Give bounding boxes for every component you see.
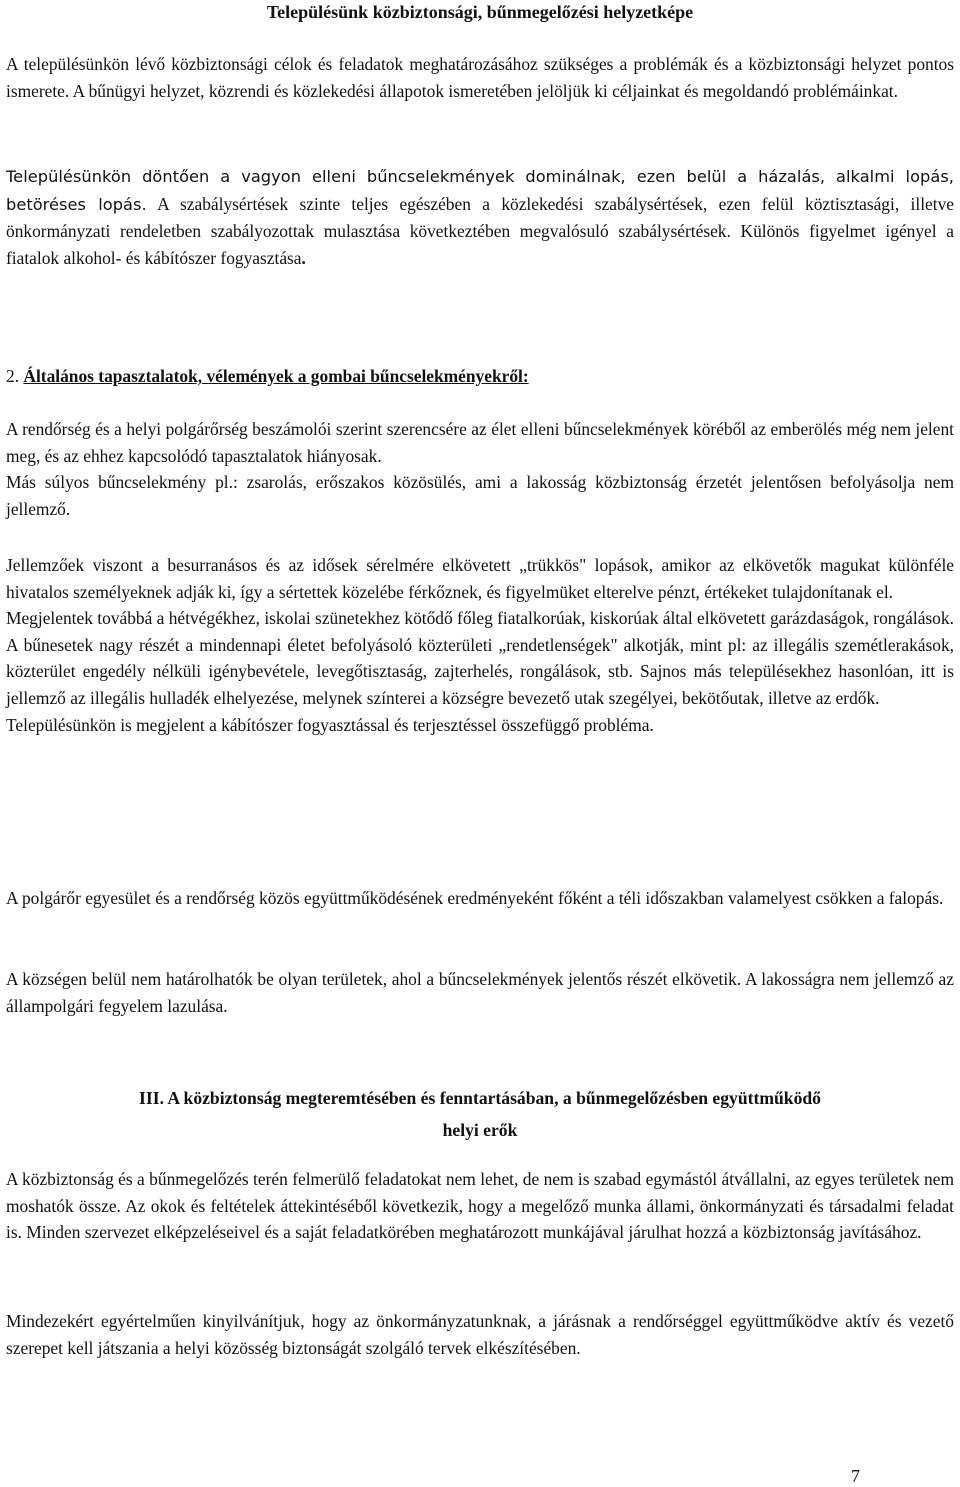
- paragraph-civil-guard: A polgárőr egyesület és a rendőrség közös együttműködésének eredményeként főként a téli időszakban valamelyest csökken a falopás.: [6, 888, 944, 908]
- paragraph-police-reports: [6, 416, 954, 522]
- subsection-heading-2: [6, 363, 954, 389]
- paragraph-typical-crimes-b: Megjelentek továbbá a hétvégékhez, iskolai szünetekhez kötődő főleg fiatalkorúak, kiskorúak által elkövetett garázdaságok, rongálások.: [6, 608, 954, 629]
- section-heading-3-line1: III. A közbiztonság megteremtésében és fenntartásában, a bűnmegelőzésben együttműködő: [139, 1088, 821, 1108]
- paragraph-crime-overview: [6, 163, 954, 271]
- paragraph-commitment: Mindezekért egyértelműen kinyilvánítjuk, hogy az önkormányzatunknak, a járásnak a rendőrséggel együttműködve aktív és vezető szerepet kell játszania a helyi közösség biztonságát szolgáló tervek elkészítésében.: [6, 1311, 954, 1358]
- paragraph-cooperation: A közbiztonság és a bűnmegelőzés terén felmerülő feladatokat nem lehet, de nem is szabad egymástól átvállalni, az egyes területek nem moshatók össze. Az okok és feltételek áttekintéséből következik, hogy a megelőző munka állami, önkormányzati és társadalmi feladat is. Minden szervezet elképzeléseivel és a saját feladatkörében meghatározott munkájával járulhat hozzá a közbiztonság javításához.: [6, 1169, 954, 1243]
- subsection-title: Általános tapasztalatok, vélemények a gombai bűncselekményekről:: [23, 366, 529, 386]
- section-title: Településünk közbiztonsági, bűnmegelőzési helyzetképe: [266, 2, 694, 22]
- section-heading-3: [6, 1082, 954, 1146]
- paragraph-typical-crimes-c: A bűnesetek nagy részét a mindennapi életet befolyásoló közterületi „rendetlenségek" alkotják, mint pl: az illegális szemétlerakások, közterület engedély nélküli igénybevétele, levegőtisztaság, zajterhelés, rongálások, stb. Sajnos más településekhez hasonlóan, itt is jellemző az illegális hulladék elhelyezése, melynek színterei a községre bevezető utak szegélyei, bekötőutak, illetve az erdők.: [6, 634, 954, 708]
- paragraph-crime-overview-body: A szabálysértések szinte teljes egészében a közlekedési szabálysértések, ezen felül köztisztasági, illetve önkormányzati rendeletben szabályozottak mulasztása következtében megvalósuló szabálysértések. Különös figyelmet igényel a fiatalok alkohol- és kábítószer fogyasztása: [6, 193, 954, 268]
- paragraph-police-reports-a: A rendőrség és a helyi polgárőrség beszámolói szerint szerencsére az élet elleni bűncselekmények köréből az emberölés még nem jelent meg, és az ehhez kapcsolódó tapasztalatok hiányosak.: [6, 419, 954, 466]
- paragraph-typical-crimes: [6, 552, 954, 738]
- page-number: 7: [851, 1466, 860, 1486]
- paragraph-end-mark: .: [301, 247, 306, 268]
- paragraph-police-reports-b: Más súlyos bűncselekmény pl.: zsarolás, erőszakos közösülés, ami a lakosság közbiztonság érzetét jelentősen befolyásolja nem jellemző.: [6, 472, 954, 519]
- paragraph-crime-overview-lead: Településünkön döntően a vagyon elleni bűncselekmények dominálnak, ezen belül a házalás, alkalmi lopás, betöréses lopás.: [6, 167, 954, 214]
- paragraph-typical-crimes-d: Településünkön is megjelent a kábítószer fogyasztással és terjesztéssel összefüggő probléma.: [6, 714, 654, 735]
- paragraph-areas: A községen belül nem határolhatók be olyan területek, ahol a bűncselekmények jelentős részét elkövetik. A lakosságra nem jellemző az állampolgári fegyelem lazulása.: [6, 969, 954, 1016]
- section-heading-3-line2: helyi erők: [442, 1120, 518, 1140]
- subsection-number: 2.: [6, 366, 24, 386]
- paragraph-intro: A településünkön lévő közbiztonsági célok és feladatok meghatározásához szükséges a problémák és a közbiztonsági helyzet pontos ismerete. A bűnügyi helyzet, közrendi és közlekedési állapotok ismeretében jelöljük ki céljainkat és megoldandó problémáinkat.: [6, 54, 954, 101]
- paragraph-typical-crimes-a: Jellemzőek viszont a besurranásos és az idősek sérelmére elkövetett „trükkös" lopások, amikor az elkövetők magukat különféle hivatalos személyeknek adják ki, így a sértettek közelébe férkőznek, és figyelmüket elterelve pénzt, értékeket tulajdonítanak el.: [6, 555, 954, 602]
